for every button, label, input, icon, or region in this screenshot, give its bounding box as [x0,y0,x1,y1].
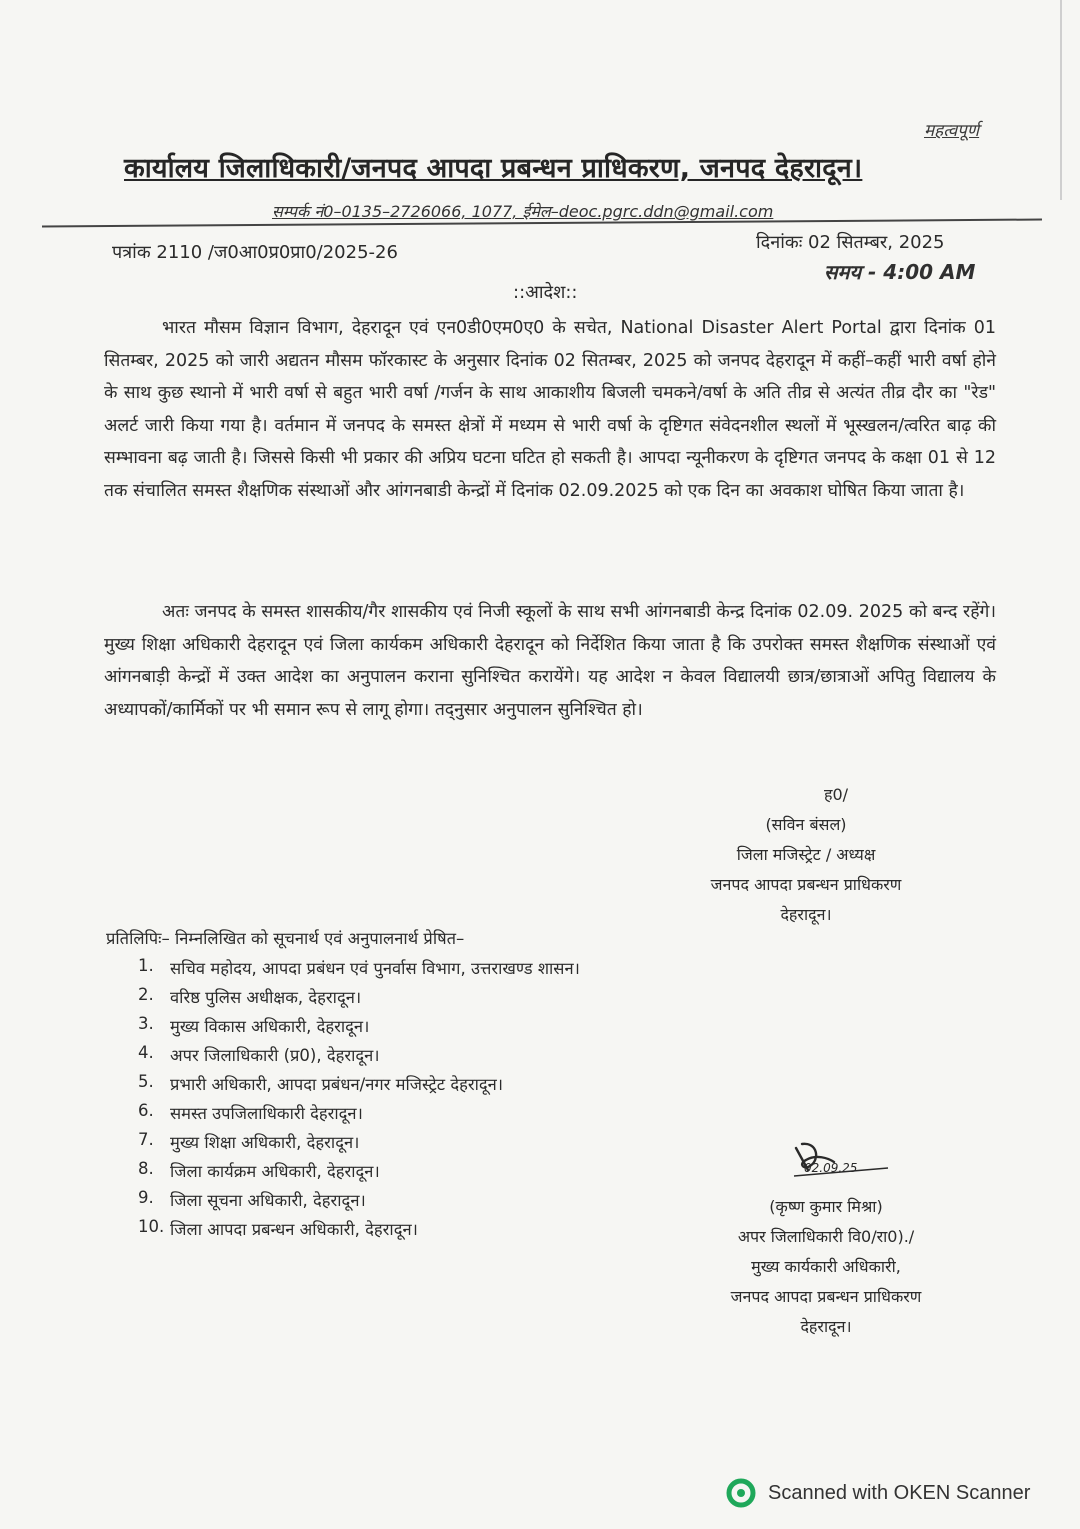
list-item [138,1014,580,1043]
page-edge-line [1060,0,1062,200]
reference-number: पत्रांक 2110 /ज0आ0प्र0प्रा0/2025-26 [112,242,398,263]
signature-date: 02.09.25 [804,1161,858,1175]
list-item [138,1072,580,1101]
signatory-block-adm [706,1192,946,1342]
office-title: कार्यालय जिलाधिकारी/जनपद आपदा प्रबन्धन प्राधिकरण, जनपद देहरादून। [124,153,863,184]
list-item-text: प्रभारी अधिकारी, आपदा प्रबंधन/नगर मजिस्ट्रेट देहरादून। [170,1075,504,1094]
order-heading: ::आदेश:: [513,282,578,303]
scanner-text: Scanned with OKEN Scanner [768,1481,1031,1504]
list-item [138,1188,580,1217]
list-item [138,1043,580,1072]
list-item [138,1130,580,1159]
list-item [138,956,580,985]
signatory-designation-2: मुख्य कार्यकारी अधिकारी, [751,1257,901,1276]
list-item-number: 8. [138,1159,154,1178]
oken-scanner-logo-icon [726,1478,756,1508]
list-item-text: अपर जिलाधिकारी (प्र0), देहरादून। [170,1046,380,1065]
list-item-text: सचिव महोदय, आपदा प्रबंधन एवं पुनर्वास विभाग, उत्तराखण्ड शासन। [170,959,580,978]
list-item [138,1217,580,1246]
list-item [138,1159,580,1188]
order-date: दिनांकः 02 सितम्बर, 2025 [756,232,945,253]
list-item [138,1101,580,1130]
list-item-number: 6. [138,1101,154,1120]
signatory-authority: जनपद आपदा प्रबन्धन प्राधिकरण [710,875,902,894]
signatory-designation: अपर जिलाधिकारी वि0/रा0)./ [737,1227,915,1246]
scanner-watermark [726,1478,1030,1508]
order-paragraph-1: भारत मौसम विज्ञान विभाग, देहरादून एवं एन0डी0एम0ए0 के सचेत, National Disaster Alert Portal द्वारा दिनांक 01 सितम्बर, 2025 को जारी अद्यतन मौसम फॉरकास्ट के अनुसार दिनांक 02 सितम्बर, 2025 को जनपद देहरादून में कहीं–कहीं भारी वर्षा होने के साथ कुछ स्थानो में भारी वर्षा से बहुत भारी वर्षा /गर्जन के साथ आकाशीय बिजली चमकने/वर्षा के अति तीव्र से अत्यंत तीव्र दौर का "रेड" अलर्ट जारी किया गया है। वर्तमान में जनपद के समस्त क्षेत्रों में मध्यम से भारी वर्षा के दृष्टिगत संवेदनशील स्थलों में भूस्खलन/त्वरित बाढ़ की सम्भावना बढ़ जाती है। जिससे किसी भी प्रकार की अप्रिय घटना घटित हो सकती है। आपदा न्यूनीकरण के दृष्टिगत जनपद के कक्षा 01 से 12 तक संचालित समस्त शैक्षणिक संस्थाओं और आंगनबाडी केन्द्रों में दिनांक 02.09.2025 को एक दिन का अवकाश घोषित किया जाता है। [104,318,996,501]
list-item-number: 4. [138,1043,154,1062]
list-item-number: 7. [138,1130,154,1149]
list-item-number: 9. [138,1188,154,1207]
signatory-block-dm [686,780,926,930]
list-item-text: मुख्य शिक्षा अधिकारी, देहरादून। [170,1133,360,1152]
signatory-name: (सविन बंसल) [765,815,847,834]
list-item-text: मुख्य विकास अधिकारी, देहरादून। [170,1017,370,1036]
priority-label: महत्वपूर्ण [924,121,980,141]
order-paragraph-2: अतः जनपद के समस्त शासकीय/गैर शासकीय एवं निजी स्कूलों के साथ सभी आंगनबाडी केन्द्र दिनांक 02.09. 2025 को बन्द रहेंगे। मुख्य शिक्षा अधिकारी देहरादून एवं जिला कार्यकम अधिकारी देहरादून को निर्देशित किया जाता है कि उपरोक्त समस्त शैक्षणिक संस्थाओं एवं आंगनबाड़ी केन्द्रों में उक्त आदेश का अनुपालन कराना सुनिश्चित करायेंगे। यह आदेश न केवल विद्यालयी छात्र/छात्राओं अपितु विद्यालय के अध्यापकों/कार्मिकों पर भी समान रूप से लागू होगा। तद्नुसार अनुपालन सुनिश्चित हो। [104,602,996,720]
list-item-number: 5. [138,1072,154,1091]
list-item-text: समस्त उपजिलाधिकारी देहरादून। [170,1104,363,1123]
list-item-text: जिला कार्यक्रम अधिकारी, देहरादून। [170,1162,380,1181]
copy-to-list [138,956,580,1246]
signatory-authority: जनपद आपदा प्रबन्धन प्राधिकरण [730,1287,922,1306]
signatory-place: देहरादून। [800,1317,852,1336]
contact-line: सम्पर्क नं0–0135–2726066, 1077, ईमेल–deoc.pgrc.ddn@gmail.com [272,202,774,221]
signatory-designation: जिला मजिस्ट्रेट / अध्यक्ष [736,845,876,864]
signature-mark: ह0/ [823,785,849,804]
copy-to-intro: प्रतिलिपिः– निम्नलिखित को सूचनार्थ एवं अनुपालनार्थ प्रेषित– [106,929,465,948]
list-item-number: 1. [138,956,154,975]
signatory-name: (कृष्ण कुमार मिश्रा) [769,1197,883,1216]
order-time: समय - 4:00 AM [824,260,976,284]
list-item-number: 2. [138,985,154,1004]
handwritten-signature [788,1140,898,1180]
list-item-number: 10. [138,1217,165,1236]
signatory-place: देहरादून। [780,905,832,924]
list-item-text: वरिष्ठ पुलिस अधीक्षक, देहरादून। [170,988,362,1007]
list-item-text: जिला सूचना अधिकारी, देहरादून। [170,1191,366,1210]
list-item [138,985,580,1014]
list-item-text: जिला आपदा प्रबन्धन अधिकारी, देहरादून। [170,1220,418,1239]
list-item-number: 3. [138,1014,154,1033]
